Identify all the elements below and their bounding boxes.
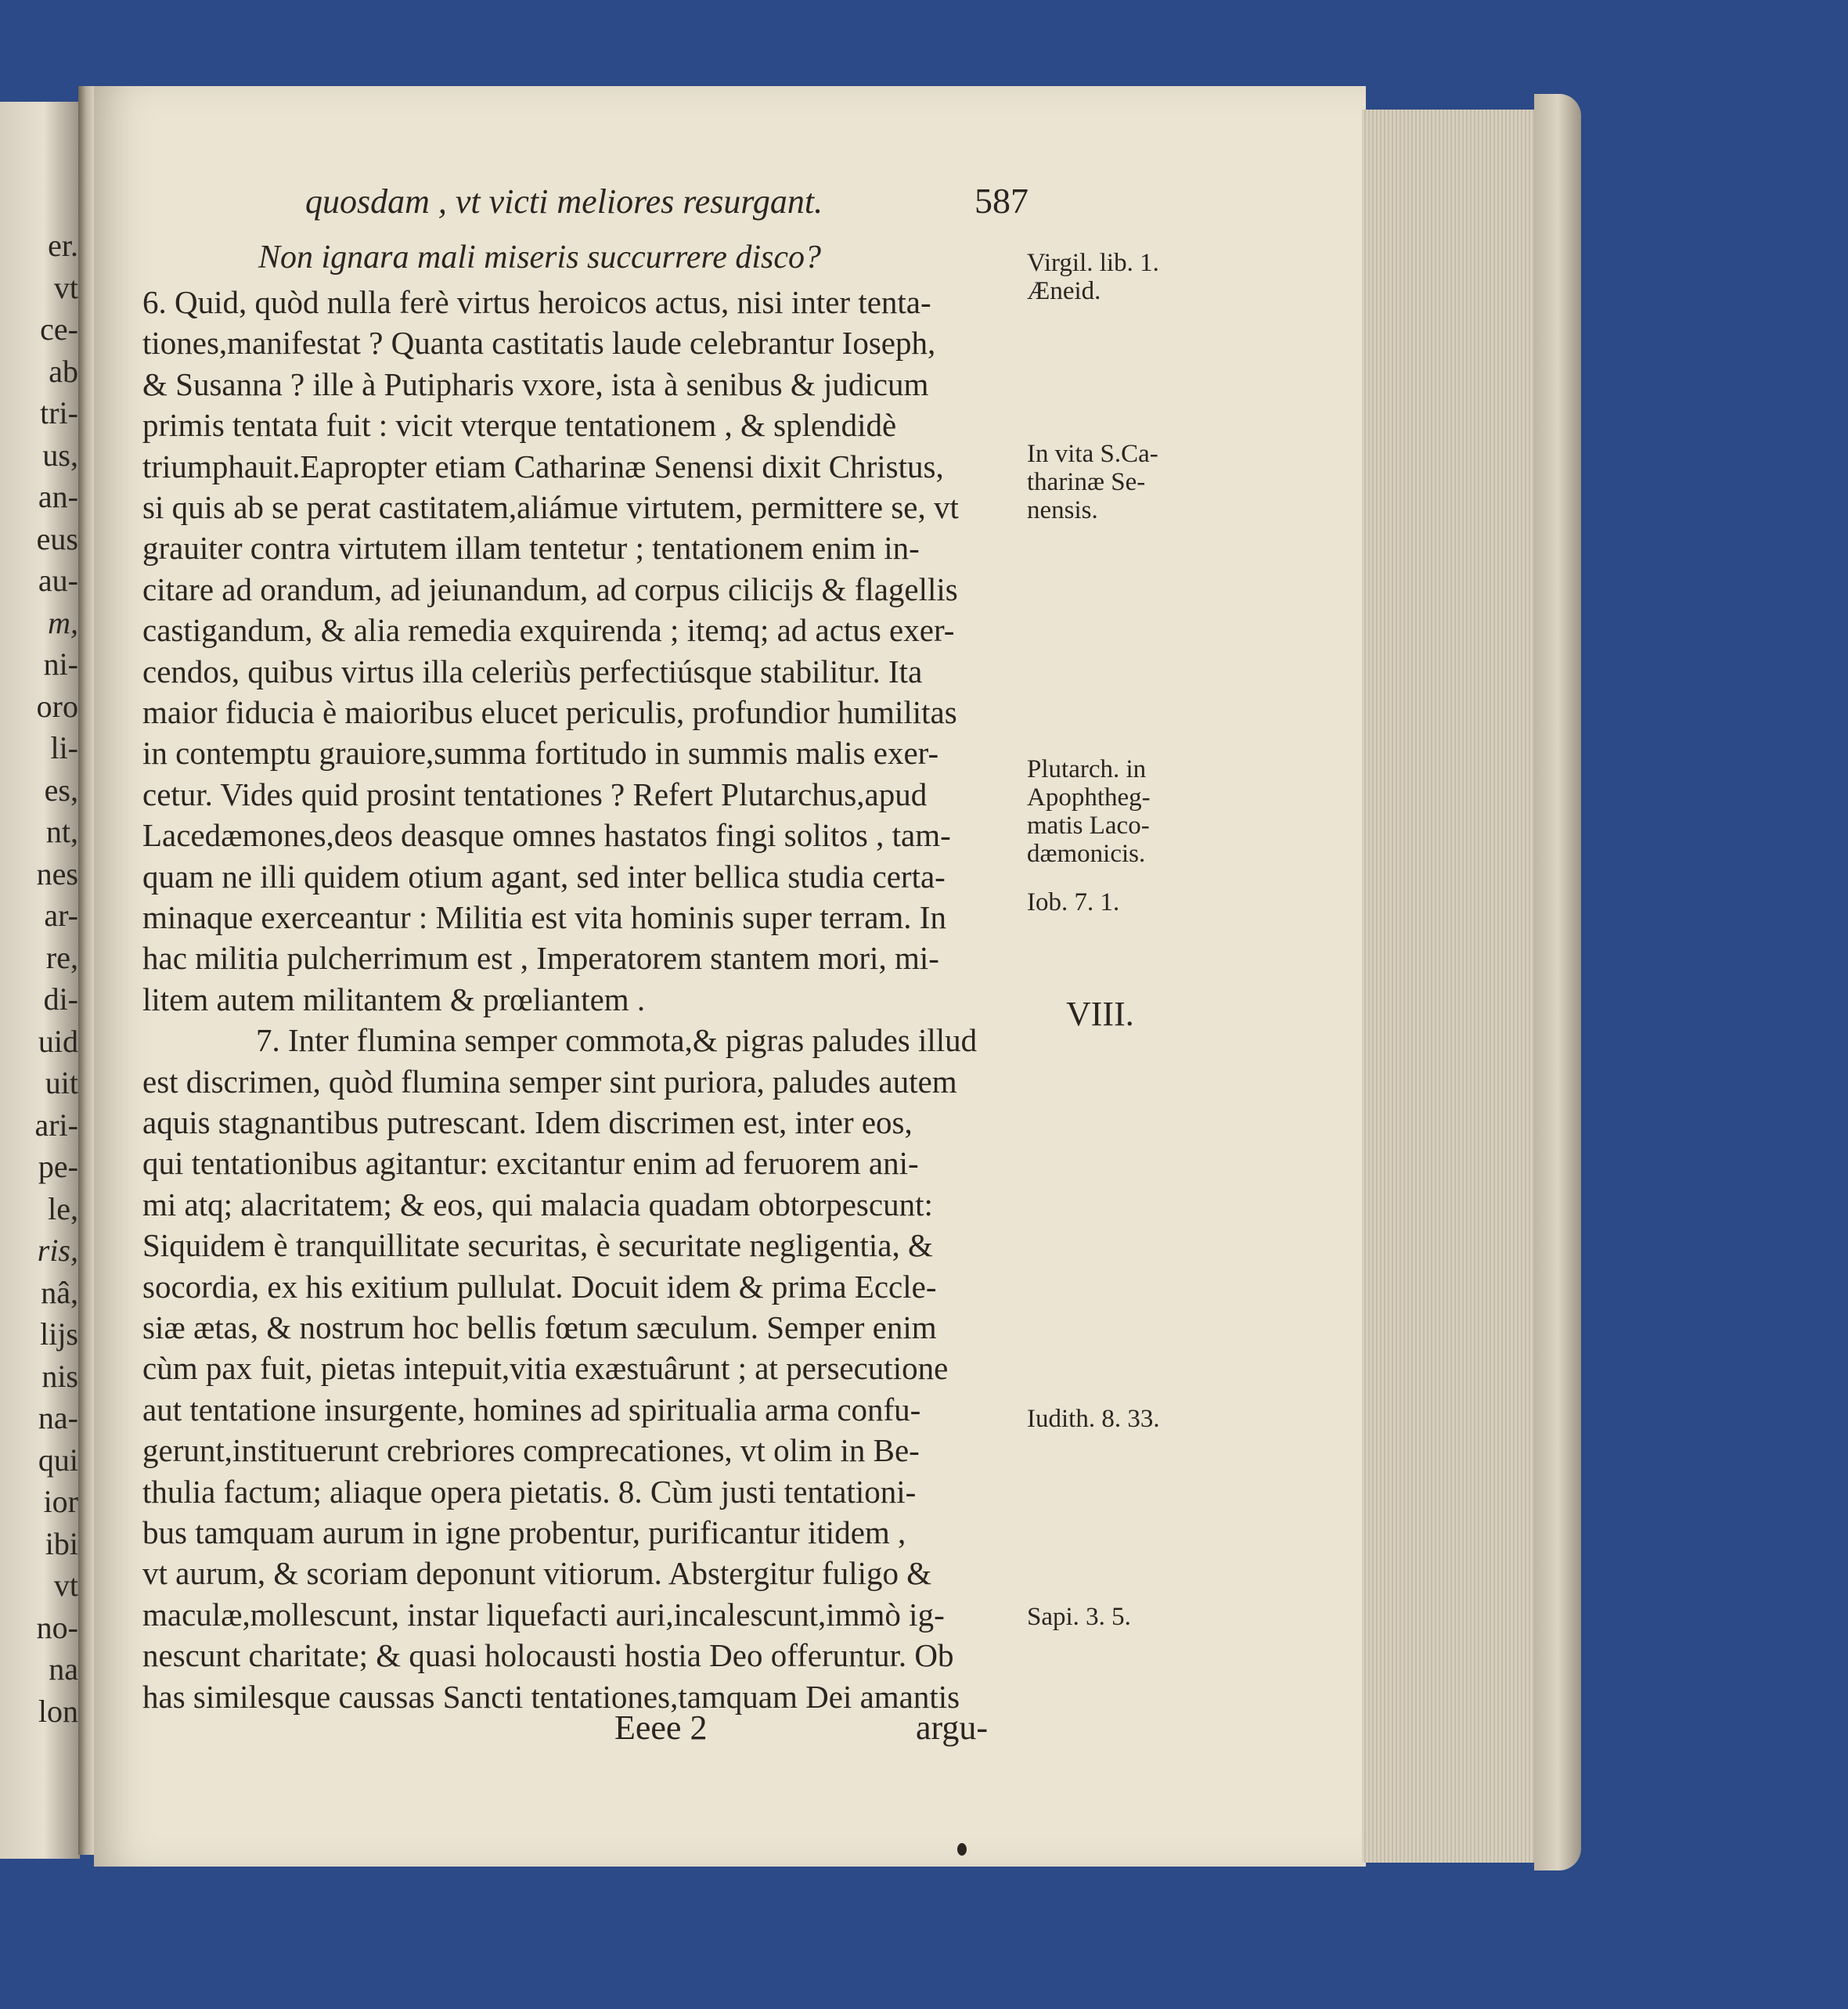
left-page-fragment: na- <box>38 1400 78 1435</box>
left-page-fragment: qui <box>38 1442 78 1478</box>
left-page-fragment: ari- <box>34 1107 78 1143</box>
left-page-fragment: au- <box>38 563 78 598</box>
left-page-fragment: re, <box>45 939 78 975</box>
left-page-fragment: uid <box>38 1023 78 1059</box>
body-line: aquis stagnantibus putrescant. Idem discrimen est, inter eos, <box>142 1104 913 1140</box>
body-line: tiones,manifestat ? Quanta castitatis laude celebrantur Ioseph, <box>142 325 936 362</box>
body-line: maculæ,mollescunt, instar liquefacti auri,incalescunt,immò ig- <box>142 1596 945 1633</box>
left-page-edge <box>0 102 80 1859</box>
body-line: socordia, ex his exitium pullulat. Docuit idem & prima Eccle- <box>142 1268 937 1305</box>
left-page-fragment: ni- <box>43 646 78 682</box>
left-page-fragment: li- <box>50 730 78 765</box>
body-line: cendos, quibus virtus illa celeriùs perfectiúsque stabilitur. Ita <box>142 653 923 689</box>
left-page-fragment: uit <box>45 1065 78 1100</box>
left-page-fragment: lon <box>38 1693 78 1729</box>
body-line: aut tentatione insurgente, homines ad spiritualia arma confu- <box>142 1391 921 1428</box>
left-page-fragment: ce- <box>40 311 78 347</box>
left-page-fragment: nis <box>41 1358 78 1394</box>
left-page-fragment: nt, <box>45 814 78 849</box>
body-line: nescunt charitate; & quasi holocausti hostia Deo offeruntur. Ob <box>142 1637 954 1674</box>
left-page-fragment: ris, <box>37 1233 78 1268</box>
body-line: 6. Quid, quòd nulla ferè virtus heroicos actus, nisi inter tenta- <box>142 284 931 320</box>
left-page-fragment: vt <box>53 1568 78 1603</box>
body-line: siæ ætas, & nostrum hoc bellis fœtum sæculum. Semper enim <box>142 1309 937 1345</box>
body-line: vt aurum, & scoriam deponunt vitiorum. Abstergitur fuligo & <box>142 1555 932 1592</box>
body-line: grauiter contra virtutem illam tentetur ; tentationem enim in- <box>142 530 920 567</box>
left-page-fragment: no- <box>36 1609 78 1645</box>
left-page-fragment: ior <box>43 1484 78 1519</box>
left-page-fragment: ar- <box>44 898 78 933</box>
left-page-fragment: lijs <box>40 1316 78 1352</box>
margin-note-line: tharinæ Se- <box>1027 468 1146 496</box>
margin-note-line: matis Laco- <box>1027 812 1150 840</box>
body-line: thulia factum; aliaque opera pietatis. 8. Cùm justi tentationi- <box>142 1473 917 1510</box>
body-line: castigandum, & alia remedia exquirenda ; itemq; ad actus exer- <box>142 612 955 649</box>
body-line: minaque exerceantur : Militia est vita hominis super terram. In <box>142 899 946 935</box>
left-page-fragment: es, <box>44 772 78 808</box>
section-mark: VIII. <box>1066 995 1134 1033</box>
left-page-fragment: an- <box>38 479 78 514</box>
body-line: est discrimen, quòd flumina semper sint puriora, paludes autem <box>142 1063 957 1100</box>
running-head: quosdam , vt victi meliores resurgant. <box>305 182 823 221</box>
left-page-fragment: er. <box>48 228 78 263</box>
page-block-edges <box>1362 110 1550 1863</box>
body-line: cetur. Vides quid prosint tentationes ? Refert Plutarchus,apud <box>142 776 928 812</box>
margin-note-line: Iob. 7. 1. <box>1027 888 1120 916</box>
body-line: mi atq; alacritatem; & eos, qui malacia quadam obtorpescunt: <box>142 1186 933 1222</box>
margin-note-line: Apophtheg- <box>1027 783 1151 812</box>
left-page-fragment: na <box>49 1651 78 1687</box>
margin-note-line: In vita S.Ca- <box>1027 440 1158 468</box>
page-number: 587 <box>974 181 1028 221</box>
body-line: qui tentationibus agitantur: excitantur enim ad feruorem ani- <box>142 1145 919 1182</box>
body-line: in contemptu grauiore,summa fortitudo in summis malis exer- <box>142 735 939 772</box>
left-page-fragment: ab <box>49 353 78 389</box>
book-cover <box>1534 94 1581 1870</box>
body-line: hac militia pulcherrimum est , Imperatorem stantem mori, mi- <box>142 940 939 977</box>
left-page-fragment: di- <box>43 981 78 1017</box>
body-line: Siquidem è tranquillitate securitas, è securitate negligentia, & <box>142 1227 933 1264</box>
signature-mark: Eeee 2 <box>614 1708 708 1747</box>
left-page-fragment: nâ, <box>41 1274 78 1310</box>
body-line: 7. Inter flumina semper commota,& pigras paludes illud <box>256 1022 978 1059</box>
body-line: maior fiducia è maioribus elucet periculis, profundior humilitas <box>142 694 957 730</box>
body-line: gerunt,instituerunt crebriores comprecationes, vt olim in Be- <box>142 1432 920 1469</box>
body-line: Lacedæmones,deos deasque omnes hastatos fingi solitos , tam- <box>142 817 951 854</box>
body-line: quam ne illi quidem otium agant, sed inter bellica studia certa- <box>142 858 946 895</box>
gutter <box>78 86 94 1855</box>
body-line: citare ad orandum, ad jeiunandum, ad corpus cilicijs & flagellis <box>142 571 958 607</box>
margin-note-line: dæmonicis. <box>1027 840 1146 868</box>
left-page-fragment: le, <box>48 1190 78 1226</box>
body-line: & Susanna ? ille à Putipharis vxore, ista à senibus & judicum <box>142 365 929 402</box>
verse-quotation: Non ignara mali miseris succurrere disco? <box>258 239 822 275</box>
left-page-fragment: ibi <box>45 1525 78 1561</box>
left-page-fragment: tri- <box>40 395 78 430</box>
left-page-fragment: m, <box>48 604 78 640</box>
left-page-fragment: us, <box>42 437 78 473</box>
left-page-fragment: nes <box>36 855 78 891</box>
left-page-fragment: eus <box>36 520 78 556</box>
body-line: litem autem militantem & prœliantem . <box>142 981 646 1017</box>
body-line: triumphauit.Eapropter etiam Catharinæ Senensi dixit Christus, <box>142 448 944 484</box>
margin-note-line: Sapi. 3. 5. <box>1027 1603 1131 1631</box>
margin-note-line: Æneid. <box>1027 277 1101 305</box>
body-line: bus tamquam aurum in igne probentur, purificantur itidem , <box>142 1514 906 1550</box>
catchword: argu- <box>916 1708 989 1747</box>
body-line: cùm pax fuit, pietas intepuit,vitia exæstuârunt ; at persecutione <box>142 1350 949 1387</box>
margin-note-line: Virgil. lib. 1. <box>1027 249 1159 277</box>
margin-note-line: Plutarch. in <box>1027 755 1147 783</box>
ink-dot <box>957 1843 967 1856</box>
body-line: has similesque caussas Sancti tentationes,tamquam Dei amantis <box>142 1678 960 1715</box>
left-page-fragment: oro <box>36 688 78 724</box>
body-line: primis tentata fuit : vicit vterque tentationem , & splendidè <box>142 407 897 444</box>
margin-note-line: nensis. <box>1027 496 1098 524</box>
margin-note-line: Iudith. 8. 33. <box>1027 1405 1160 1433</box>
body-line: si quis ab se perat castitatem,aliámue virtutem, permittere se, vt <box>142 489 959 525</box>
left-page-fragment: vt <box>53 269 78 305</box>
left-page-fragment: pe- <box>38 1149 78 1184</box>
